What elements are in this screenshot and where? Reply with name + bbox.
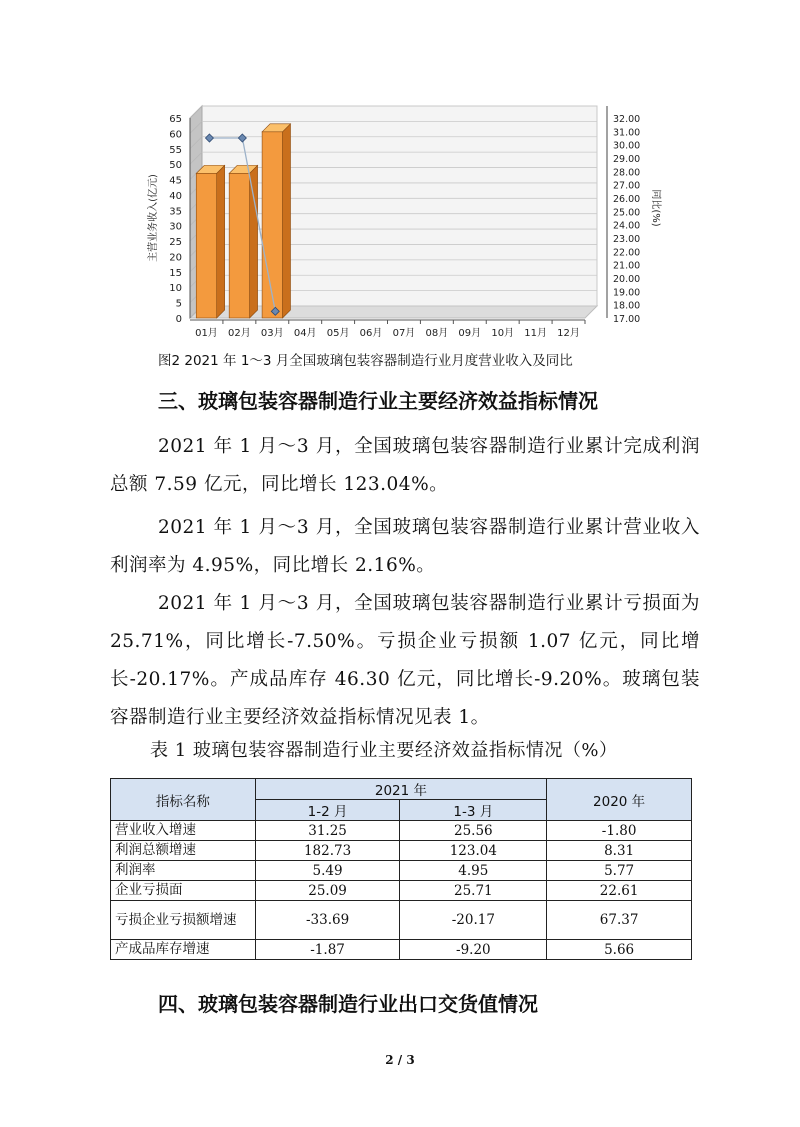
x-tick-label: 01月 xyxy=(195,328,218,339)
y2-tick-label: 17.00 xyxy=(613,314,641,325)
y2-tick-label: 25.00 xyxy=(613,207,641,219)
table-row xyxy=(111,821,692,841)
paragraph-margin: 2021 年 1 月～3 月，全国玻璃包装容器制造行业累计营业收入利润率为 4.95%，同比增长 2.16%。 xyxy=(110,517,700,576)
x-tick-label: 05月 xyxy=(326,328,350,339)
section-3-heading: 三、玻璃包装容器制造行业主要经济效益指标情况 xyxy=(158,389,598,413)
y-tick-label: 15 xyxy=(169,267,182,279)
y2-axis-title: 同比(%) xyxy=(650,189,661,227)
page-number: 2 / 3 xyxy=(385,1053,415,1067)
bar-side xyxy=(250,165,258,318)
x-tick-label: 10月 xyxy=(491,328,515,339)
y-tick-label: 20 xyxy=(169,252,182,264)
y-tick-label: 45 xyxy=(169,175,182,187)
x-tick-label: 02月 xyxy=(228,328,251,339)
x-tick-label: 04月 xyxy=(293,328,317,339)
y2-tick-label: 31.00 xyxy=(613,127,641,139)
header-2021: 2021 年 xyxy=(255,779,547,800)
y2-tick-label: 19.00 xyxy=(613,287,641,299)
cell-jan-feb: -33.69 xyxy=(255,901,400,940)
cell-jan-feb: 182.73 xyxy=(255,841,400,861)
y-tick-label: 35 xyxy=(169,206,182,218)
cell-jan-feb: 5.49 xyxy=(255,861,400,881)
indicator-table xyxy=(110,778,692,960)
y-tick-label: 25 xyxy=(169,237,182,249)
table-title: 表 1 玻璃包装容器制造行业主要经济效益指标情况（%） xyxy=(150,740,618,761)
chart-svg xyxy=(140,100,680,350)
x-tick-label: 03月 xyxy=(260,328,284,339)
chart-back-wall xyxy=(202,106,597,306)
paragraph-profit: 2021 年 1 月～3 月，全国玻璃包装容器制造行业累计完成利润总额 7.59 亿元，同比增长 123.04%。 xyxy=(110,436,700,495)
cell-2020: 5.77 xyxy=(547,861,692,881)
header-jan-feb: 1-2 月 xyxy=(255,800,400,821)
table-row xyxy=(111,881,692,901)
row-name: 产成品库存增速 xyxy=(111,940,256,960)
x-tick-label: 06月 xyxy=(359,328,383,339)
y2-tick-label: 20.00 xyxy=(613,274,641,285)
cell-jan-mar: 4.95 xyxy=(400,861,547,881)
y2-tick-label: 27.00 xyxy=(613,180,641,192)
row-name: 亏损企业亏损额增速 xyxy=(111,901,256,940)
y2-tick-label: 22.00 xyxy=(613,247,641,259)
y-axis-title: 主营业务收入(亿元) xyxy=(148,174,159,262)
y2-tick-label: 18.00 xyxy=(613,300,641,312)
cell-jan-mar: 25.56 xyxy=(400,821,547,841)
y2-tick-label: 29.00 xyxy=(613,154,641,165)
y2-tick-label: 30.00 xyxy=(613,140,641,152)
cell-2020: 5.66 xyxy=(547,940,692,960)
cell-jan-feb: -1.87 xyxy=(255,940,400,960)
row-name: 利润率 xyxy=(111,861,256,881)
y-tick-label: 5 xyxy=(175,298,182,310)
cell-2020: 67.37 xyxy=(547,901,692,940)
bar-side xyxy=(217,165,225,318)
y-tick-label: 0 xyxy=(175,314,182,325)
cell-2020: -1.80 xyxy=(547,821,692,841)
row-name: 利润总额增速 xyxy=(111,841,256,861)
table-row xyxy=(111,841,692,861)
y2-tick-label: 32.00 xyxy=(613,114,641,125)
header-2020: 2020 年 xyxy=(547,779,692,821)
y2-tick-label: 26.00 xyxy=(613,194,641,205)
y2-tick-label: 21.00 xyxy=(613,260,641,272)
y-tick-label: 60 xyxy=(169,129,182,141)
section-4-heading: 四、玻璃包装容器制造行业出口交货值情况 xyxy=(158,992,538,1016)
row-name: 营业收入增速 xyxy=(111,821,256,841)
cell-jan-feb: 25.09 xyxy=(255,881,400,901)
revenue-chart xyxy=(140,100,680,350)
x-tick-label: 11月 xyxy=(524,328,547,339)
bar xyxy=(262,132,282,318)
cell-jan-mar: 25.71 xyxy=(400,881,547,901)
paragraph-loss: 2021 年 1 月～3 月，全国玻璃包装容器制造行业累计亏损面为 25.71%，同比增长-7.50%。亏损企业亏损额 1.07 亿元，同比增长-20.17%。产成品库存 46.30 亿元，同比增长-9.20%。玻璃包装容器制造行业主要经济效益指标情况见表 1。 xyxy=(110,593,700,728)
y-tick-label: 65 xyxy=(169,114,182,125)
header-jan-mar: 1-3 月 xyxy=(400,800,547,821)
cell-jan-feb: 31.25 xyxy=(255,821,400,841)
cell-jan-mar: -9.20 xyxy=(400,940,547,960)
cell-2020: 22.61 xyxy=(547,881,692,901)
x-tick-label: 12月 xyxy=(557,328,580,339)
cell-jan-mar: 123.04 xyxy=(400,841,547,861)
row-name: 企业亏损面 xyxy=(111,881,256,901)
bar-side xyxy=(282,124,290,318)
y2-tick-label: 28.00 xyxy=(613,167,641,179)
table-row xyxy=(111,901,692,940)
figure-caption: 图2 2021 年 1～3 月全国玻璃包装容器制造行业月度营业收入及同比 xyxy=(158,353,573,369)
x-tick-label: 07月 xyxy=(392,328,416,339)
y-tick-label: 55 xyxy=(169,144,182,156)
y-tick-label: 30 xyxy=(169,221,182,233)
table-row xyxy=(111,861,692,881)
y-tick-label: 10 xyxy=(169,283,182,295)
y-tick-label: 50 xyxy=(169,160,182,172)
x-tick-label: 09月 xyxy=(458,328,482,339)
y2-tick-label: 23.00 xyxy=(613,234,641,245)
bar xyxy=(229,173,249,318)
table-row xyxy=(111,940,692,960)
header-indicator-name: 指标名称 xyxy=(111,779,256,821)
cell-jan-mar: -20.17 xyxy=(400,901,547,940)
cell-2020: 8.31 xyxy=(547,841,692,861)
bar xyxy=(196,173,216,318)
x-tick-label: 08月 xyxy=(425,328,449,339)
y2-tick-label: 24.00 xyxy=(613,220,641,232)
y-tick-label: 40 xyxy=(169,190,182,202)
